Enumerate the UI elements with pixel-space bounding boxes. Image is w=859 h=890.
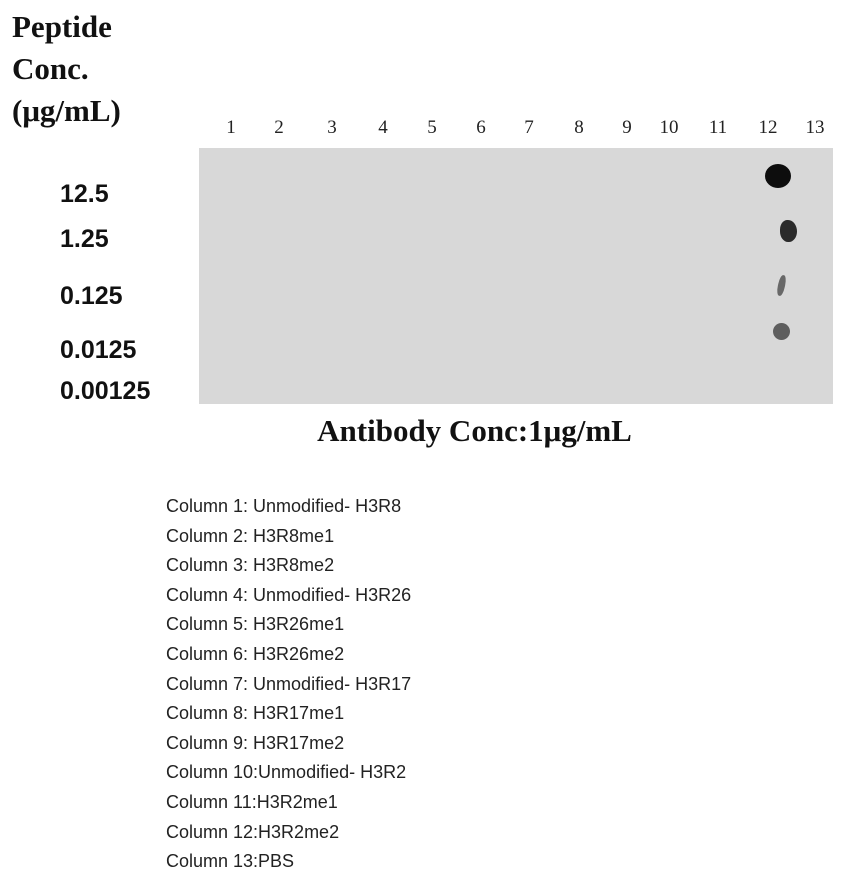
peptide-conc-row-label: 12.5 xyxy=(60,180,109,208)
legend-item: Column 11:H3R2me1 xyxy=(166,791,338,812)
legend-item: Column 5: H3R26me1 xyxy=(166,614,345,635)
peptide-conc-row-label: 0.00125 xyxy=(60,377,151,405)
legend-item: Column 13:PBS xyxy=(166,851,295,872)
legend-item: Column 12:H3R2me2 xyxy=(166,821,340,842)
column-legend xyxy=(166,492,411,877)
column-number: 10 xyxy=(659,117,679,138)
column-number: 8 xyxy=(574,117,584,138)
peptide-conc-title-line: (μg/mL) xyxy=(12,93,121,128)
blot-spot xyxy=(780,220,797,242)
column-number: 3 xyxy=(327,117,337,138)
column-number: 13 xyxy=(805,117,825,138)
peptide-conc-title xyxy=(12,6,121,132)
column-number: 11 xyxy=(708,117,728,138)
legend-item: Column 1: Unmodified- H3R8 xyxy=(166,496,402,516)
column-number: 6 xyxy=(476,117,486,138)
column-number: 5 xyxy=(427,117,437,138)
legend-item: Column 10:Unmodified- H3R2 xyxy=(166,762,407,783)
blot-spot xyxy=(776,275,787,297)
legend-item: Column 9: H3R17me2 xyxy=(166,732,345,753)
column-number: 7 xyxy=(524,117,534,138)
legend-item: Column 6: H3R26me2 xyxy=(166,643,345,664)
legend-item: Column 3: H3R8me2 xyxy=(166,555,335,576)
blot-spot xyxy=(773,323,790,340)
column-number: 1 xyxy=(226,117,236,138)
dot-blot-membrane xyxy=(199,148,833,404)
peptide-conc-row-label: 0.125 xyxy=(60,282,123,310)
legend-item: Column 8: H3R17me1 xyxy=(166,703,345,724)
peptide-conc-row-label: 1.25 xyxy=(60,225,109,253)
peptide-conc-title-line: Conc. xyxy=(12,51,89,86)
column-number: 4 xyxy=(378,117,388,138)
column-number: 2 xyxy=(274,117,284,138)
legend-item: Column 4: Unmodified- H3R26 xyxy=(166,584,412,605)
antibody-conc-label: Antibody Conc:1μg/mL xyxy=(317,413,632,448)
peptide-conc-row-label: 0.0125 xyxy=(60,336,137,364)
column-number: 12 xyxy=(758,117,778,138)
column-number: 9 xyxy=(622,117,632,138)
peptide-conc-title-line: Peptide xyxy=(12,9,112,44)
legend-item: Column 2: H3R8me1 xyxy=(166,525,335,546)
legend-item: Column 7: Unmodified- H3R17 xyxy=(166,673,412,694)
blot-spot xyxy=(765,164,791,188)
